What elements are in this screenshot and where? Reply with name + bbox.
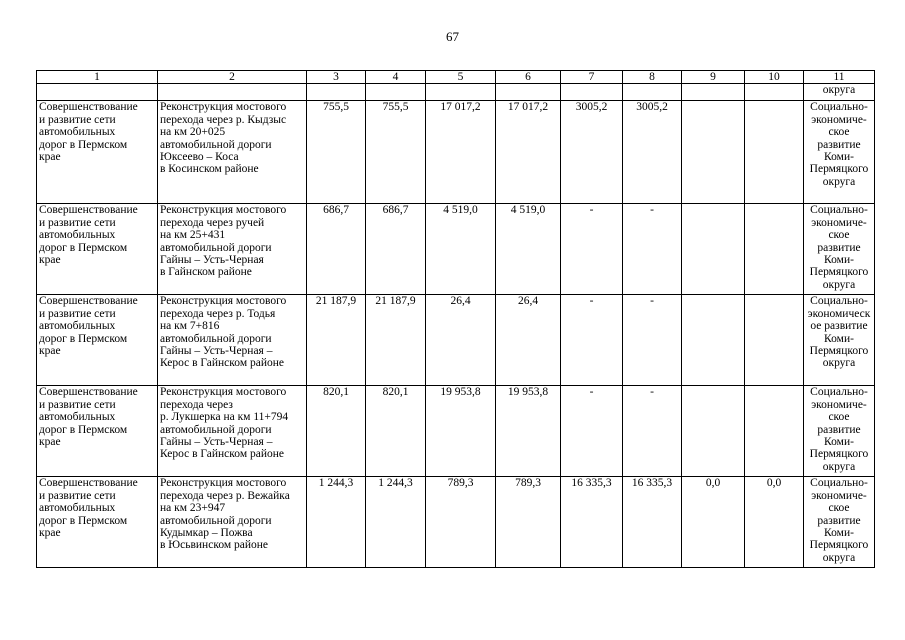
program-name-cell-line: крае: [39, 436, 61, 449]
target-cell-line: развитие: [817, 423, 861, 436]
value-cell-v8: 16 335,3: [623, 477, 682, 568]
page-number: 67: [446, 29, 459, 44]
object-name-cell-line: в Юсьвинском районе: [160, 539, 269, 552]
program-name-cell: [37, 101, 158, 204]
column-number-row: [37, 71, 875, 84]
target-cell-line: Коми-: [824, 527, 854, 540]
value-cell-v5: 4 519,0: [426, 204, 496, 295]
object-name-cell-line: Юксеево – Коса: [160, 151, 239, 164]
object-name-cell-line: в Косинском районе: [160, 163, 259, 176]
program-name-cell-line: дорог в Пермском: [39, 423, 128, 436]
program-name-cell: [37, 204, 158, 295]
value-cell-v7: -: [561, 386, 623, 477]
program-name-cell: [37, 477, 158, 568]
target-cell-line: развитие: [817, 514, 861, 527]
continuation-cell: [366, 84, 426, 101]
target-cell-line: Коми-: [824, 254, 854, 267]
target-cell-line: экономиче-: [811, 113, 867, 126]
value-cell-v7: -: [561, 295, 623, 386]
object-name-cell: [158, 101, 307, 204]
object-name-cell-line: перехода через: [160, 398, 233, 411]
target-cell-line: Пермяцкого: [809, 448, 869, 461]
program-name-cell-line: Совершенствование: [39, 101, 138, 114]
target-cell-line: округа: [822, 357, 856, 370]
target-cell-line: экономиче-: [811, 489, 867, 502]
object-name-cell-line: Гайны – Усть-Черная: [160, 254, 264, 267]
column-header-10: 10: [745, 71, 804, 84]
column-header-9: 9: [682, 71, 745, 84]
value-cell-v3: 1 244,3: [307, 477, 366, 568]
table-row: [37, 386, 875, 477]
continuation-cell: [496, 84, 561, 101]
program-name-cell-line: и развитие сети: [39, 398, 116, 411]
table-row: [37, 101, 875, 204]
target-cell-line: Пермяцкого: [809, 266, 869, 279]
object-name-cell-line: на км 25+431: [160, 229, 226, 242]
object-name-cell-line: перехода через ручей: [160, 216, 265, 229]
value-cell-v5: 789,3: [426, 477, 496, 568]
object-name-cell: [158, 386, 307, 477]
target-cell-line: Коми-: [824, 436, 854, 449]
program-name-cell-line: крае: [39, 527, 61, 540]
program-name-cell-line: и развитие сети: [39, 216, 116, 229]
target-cell-line: экономиче-: [811, 216, 867, 229]
continuation-cell: [426, 84, 496, 101]
target-cell: [804, 477, 875, 568]
object-name-cell-line: перехода через р. Вежайка: [160, 489, 290, 502]
column-header-4: 4: [366, 71, 426, 84]
target-cell-line: округа: [822, 551, 856, 564]
value-cell-v6: 19 953,8: [496, 386, 561, 477]
target-cell-line: Пермяцкого: [809, 345, 869, 358]
object-name-cell-line: Реконструкция мостового: [160, 477, 287, 490]
program-name-cell-line: и развитие сети: [39, 307, 116, 320]
object-name-cell-line: перехода через р. Кыдзыс: [160, 113, 287, 126]
object-name-cell-line: р. Лукшерка на км 11+794: [160, 411, 289, 424]
value-cell-v7: 16 335,3: [561, 477, 623, 568]
value-cell-v8: -: [623, 295, 682, 386]
value-cell-v8: -: [623, 204, 682, 295]
program-name-cell-line: автомобильных: [39, 411, 116, 424]
object-name-cell-line: на км 7+816: [160, 320, 220, 333]
object-name-cell-line: на км 23+947: [160, 502, 226, 515]
program-name-cell: [37, 295, 158, 386]
target-cell-line: развитие: [817, 138, 861, 151]
object-name-cell-line: Кудымкар – Пожва: [160, 527, 253, 540]
value-cell-v3: 755,5: [307, 101, 366, 204]
column-header-7: 7: [561, 71, 623, 84]
target-cell-line: ское: [828, 126, 850, 139]
value-cell-v3: 820,1: [307, 386, 366, 477]
value-cell-v6: 789,3: [496, 477, 561, 568]
object-name-cell-line: в Гайнском районе: [160, 266, 252, 279]
target-cell-line: Социально-: [810, 477, 868, 490]
value-cell-v9: [682, 101, 745, 204]
table-row: [37, 477, 875, 568]
target-cell-line: Социально-: [810, 295, 868, 308]
object-name-cell-line: автомобильной дороги: [160, 332, 272, 345]
target-cell-line: округа: [822, 460, 856, 473]
table-row: [37, 204, 875, 295]
value-cell-v6: 17 017,2: [496, 101, 561, 204]
program-name-cell-line: дорог в Пермском: [39, 138, 128, 151]
target-cell-line: экономиче-: [811, 398, 867, 411]
continuation-cell: [682, 84, 745, 101]
value-cell-v9: [682, 204, 745, 295]
program-name-cell-line: и развитие сети: [39, 113, 116, 126]
target-cell-line: округа: [822, 175, 856, 188]
program-name-cell-line: Совершенствование: [39, 204, 138, 217]
continuation-cell: [745, 84, 804, 101]
program-name-cell-line: крае: [39, 345, 61, 358]
value-cell-v6: 26,4: [496, 295, 561, 386]
object-name-cell-line: автомобильной дороги: [160, 514, 272, 527]
value-cell-v10: [745, 295, 804, 386]
program-name-cell-line: дорог в Пермском: [39, 332, 128, 345]
object-name-cell-line: на км 20+025: [160, 126, 226, 139]
target-cell-line: ское: [828, 502, 850, 515]
target-cell-line: ское: [828, 411, 850, 424]
value-cell-v9: [682, 386, 745, 477]
program-name-cell-line: Совершенствование: [39, 386, 138, 399]
program-name-cell-line: дорог в Пермском: [39, 241, 128, 254]
object-name-cell-line: Реконструкция мостового: [160, 101, 287, 114]
program-name-cell-line: автомобильных: [39, 320, 116, 333]
target-cell: [804, 295, 875, 386]
object-name-cell-line: автомобильной дороги: [160, 138, 272, 151]
object-name-cell-line: Реконструкция мостового: [160, 386, 287, 399]
object-name-cell-line: автомобильной дороги: [160, 241, 272, 254]
value-cell-v7: -: [561, 204, 623, 295]
object-name-cell-line: Гайны – Усть-Черная –: [160, 345, 273, 358]
target-cell: [804, 204, 875, 295]
object-name-cell-line: автомобильной дороги: [160, 423, 272, 436]
value-cell-v4: 1 244,3: [366, 477, 426, 568]
column-header-1: 1: [37, 71, 158, 84]
column-header-8: 8: [623, 71, 682, 84]
value-cell-v10: [745, 386, 804, 477]
target-cell: [804, 386, 875, 477]
value-cell-v3: 686,7: [307, 204, 366, 295]
continuation-target-cell: округа: [804, 84, 875, 101]
target-cell-line: Коми-: [824, 332, 854, 345]
column-header-11: 11: [804, 71, 875, 84]
value-cell-v4: 820,1: [366, 386, 426, 477]
object-name-cell: [158, 295, 307, 386]
value-cell-v5: 19 953,8: [426, 386, 496, 477]
value-cell-v9: 0,0: [682, 477, 745, 568]
column-header-5: 5: [426, 71, 496, 84]
target-cell-line: Социально-: [810, 101, 868, 114]
target-cell-line: развитие: [817, 241, 861, 254]
object-name-cell-line: Реконструкция мостового: [160, 204, 287, 217]
continuation-cell: [307, 84, 366, 101]
target-cell-line: округа: [822, 278, 856, 291]
object-name-cell-line: Керос в Гайнском районе: [160, 448, 284, 461]
value-cell-v3: 21 187,9: [307, 295, 366, 386]
value-cell-v4: 21 187,9: [366, 295, 426, 386]
target-cell-line: Пермяцкого: [809, 539, 869, 552]
value-cell-v5: 26,4: [426, 295, 496, 386]
program-name-cell-line: автомобильных: [39, 229, 116, 242]
program-name-cell-line: крае: [39, 254, 61, 267]
target-cell: [804, 101, 875, 204]
program-name-cell-line: Совершенствование: [39, 295, 138, 308]
column-header-6: 6: [496, 71, 561, 84]
object-name-cell: [158, 204, 307, 295]
object-name-cell: [158, 477, 307, 568]
program-name-cell-line: крае: [39, 151, 61, 164]
object-name-cell-line: перехода через р. Тодья: [160, 307, 276, 320]
value-cell-v4: 755,5: [366, 101, 426, 204]
value-cell-v8: 3005,2: [623, 101, 682, 204]
value-cell-v4: 686,7: [366, 204, 426, 295]
target-cell-line: Социально-: [810, 386, 868, 399]
target-cell-line: ское: [828, 229, 850, 242]
program-name-cell-line: Совершенствование: [39, 477, 138, 490]
continuation-cell: [623, 84, 682, 101]
value-cell-v6: 4 519,0: [496, 204, 561, 295]
value-cell-v8: -: [623, 386, 682, 477]
value-cell-v10: [745, 204, 804, 295]
target-cell-line: ое развитие: [810, 320, 868, 333]
column-header-2: 2: [158, 71, 307, 84]
table-row: [37, 295, 875, 386]
value-cell-v10: 0,0: [745, 477, 804, 568]
program-name-cell-line: автомобильных: [39, 502, 116, 515]
value-cell-v5: 17 017,2: [426, 101, 496, 204]
target-cell-line: экономическ: [807, 307, 871, 320]
continuation-cell: [158, 84, 307, 101]
continuation-row: [37, 84, 875, 101]
value-cell-v10: [745, 101, 804, 204]
value-cell-v9: [682, 295, 745, 386]
column-header-3: 3: [307, 71, 366, 84]
object-name-cell-line: Гайны – Усть-Черная –: [160, 436, 273, 449]
object-name-cell-line: Реконструкция мостового: [160, 295, 287, 308]
value-cell-v7: 3005,2: [561, 101, 623, 204]
target-cell-line: Пермяцкого: [809, 163, 869, 176]
budget-table: [36, 70, 875, 568]
object-name-cell-line: Керос в Гайнском районе: [160, 357, 284, 370]
program-name-cell: [37, 386, 158, 477]
program-name-cell-line: автомобильных: [39, 126, 116, 139]
continuation-cell: [37, 84, 158, 101]
target-cell-line: Социально-: [810, 204, 868, 217]
target-cell-line: Коми-: [824, 151, 854, 164]
program-name-cell-line: и развитие сети: [39, 489, 116, 502]
program-name-cell-line: дорог в Пермском: [39, 514, 128, 527]
continuation-cell: [561, 84, 623, 101]
